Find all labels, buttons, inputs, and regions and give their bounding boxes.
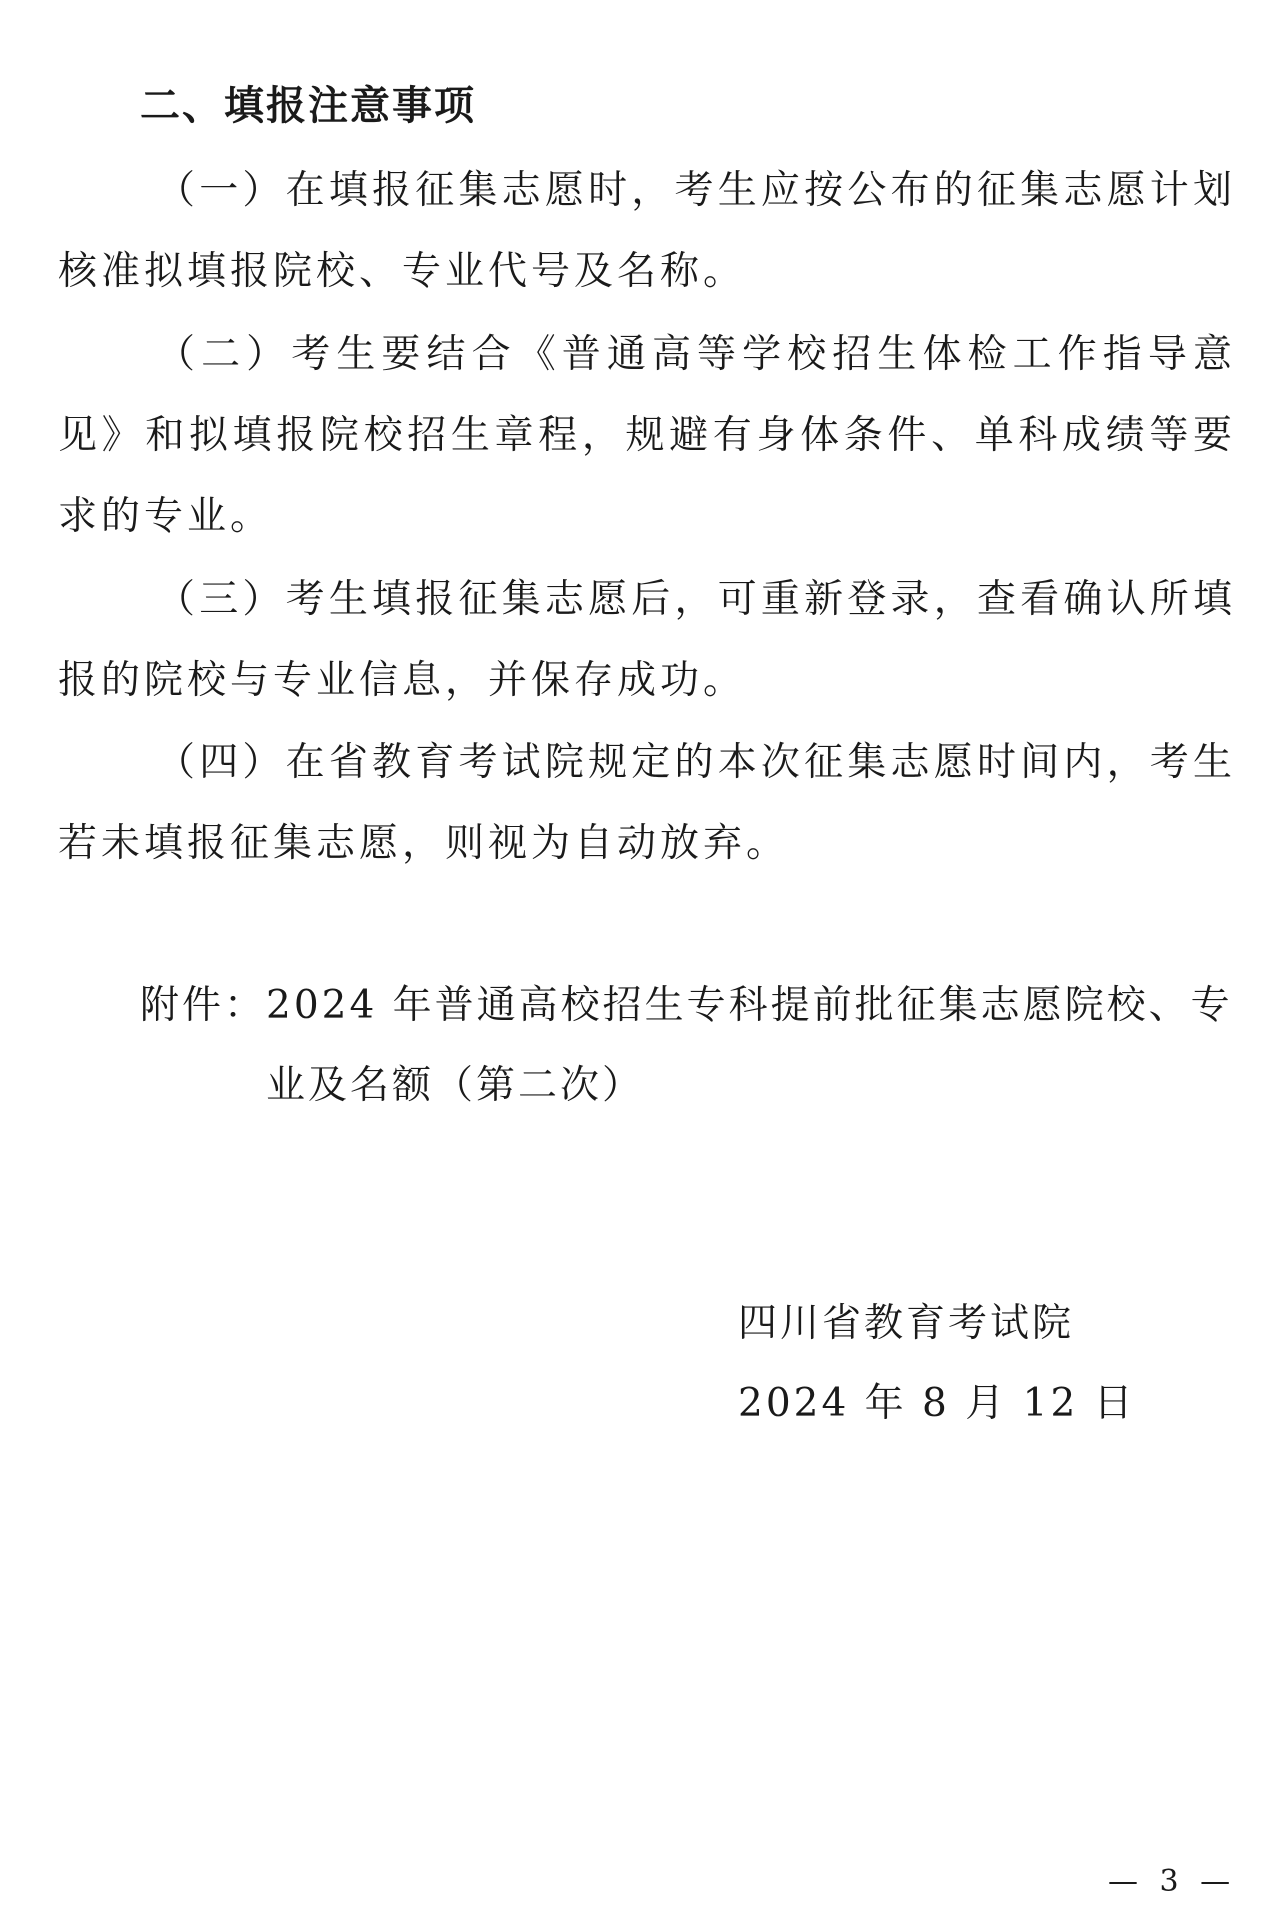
- page-number: — 3 —: [1108, 1864, 1237, 1899]
- attachment-label: 附件：: [140, 983, 267, 1028]
- section-heading: 二、填报注意事项: [140, 83, 476, 129]
- issuing-organization: 四川省教育考试院: [738, 1301, 1075, 1346]
- attachment-note: [140, 966, 1236, 1126]
- signature-block: [738, 1284, 1136, 1444]
- attachment-title: 2024 年普通高校招生专科提前批征集志愿院校、专业及名额（第二次）: [266, 983, 1233, 1108]
- paragraph-4: （四）在省教育考试院规定的本次征集志愿时间内，考生若未填报征集志愿，则视为自动放弃。: [58, 740, 1236, 866]
- paragraph-3: （三）考生填报征集志愿后，可重新登录，查看确认所填报的院校与专业信息，并保存成功。: [58, 577, 1236, 703]
- paragraph-2: （二）考生要结合《普通高等学校招生体检工作指导意见》和拟填报院校招生章程，规避有身体条件、单科成绩等要求的专业。: [58, 332, 1236, 539]
- paragraph-1: （一）在填报征集志愿时，考生应按公布的征集志愿计划核准拟填报院校、专业代号及名称。: [58, 168, 1236, 294]
- issue-date: 2024 年 8 月 12 日: [738, 1381, 1136, 1426]
